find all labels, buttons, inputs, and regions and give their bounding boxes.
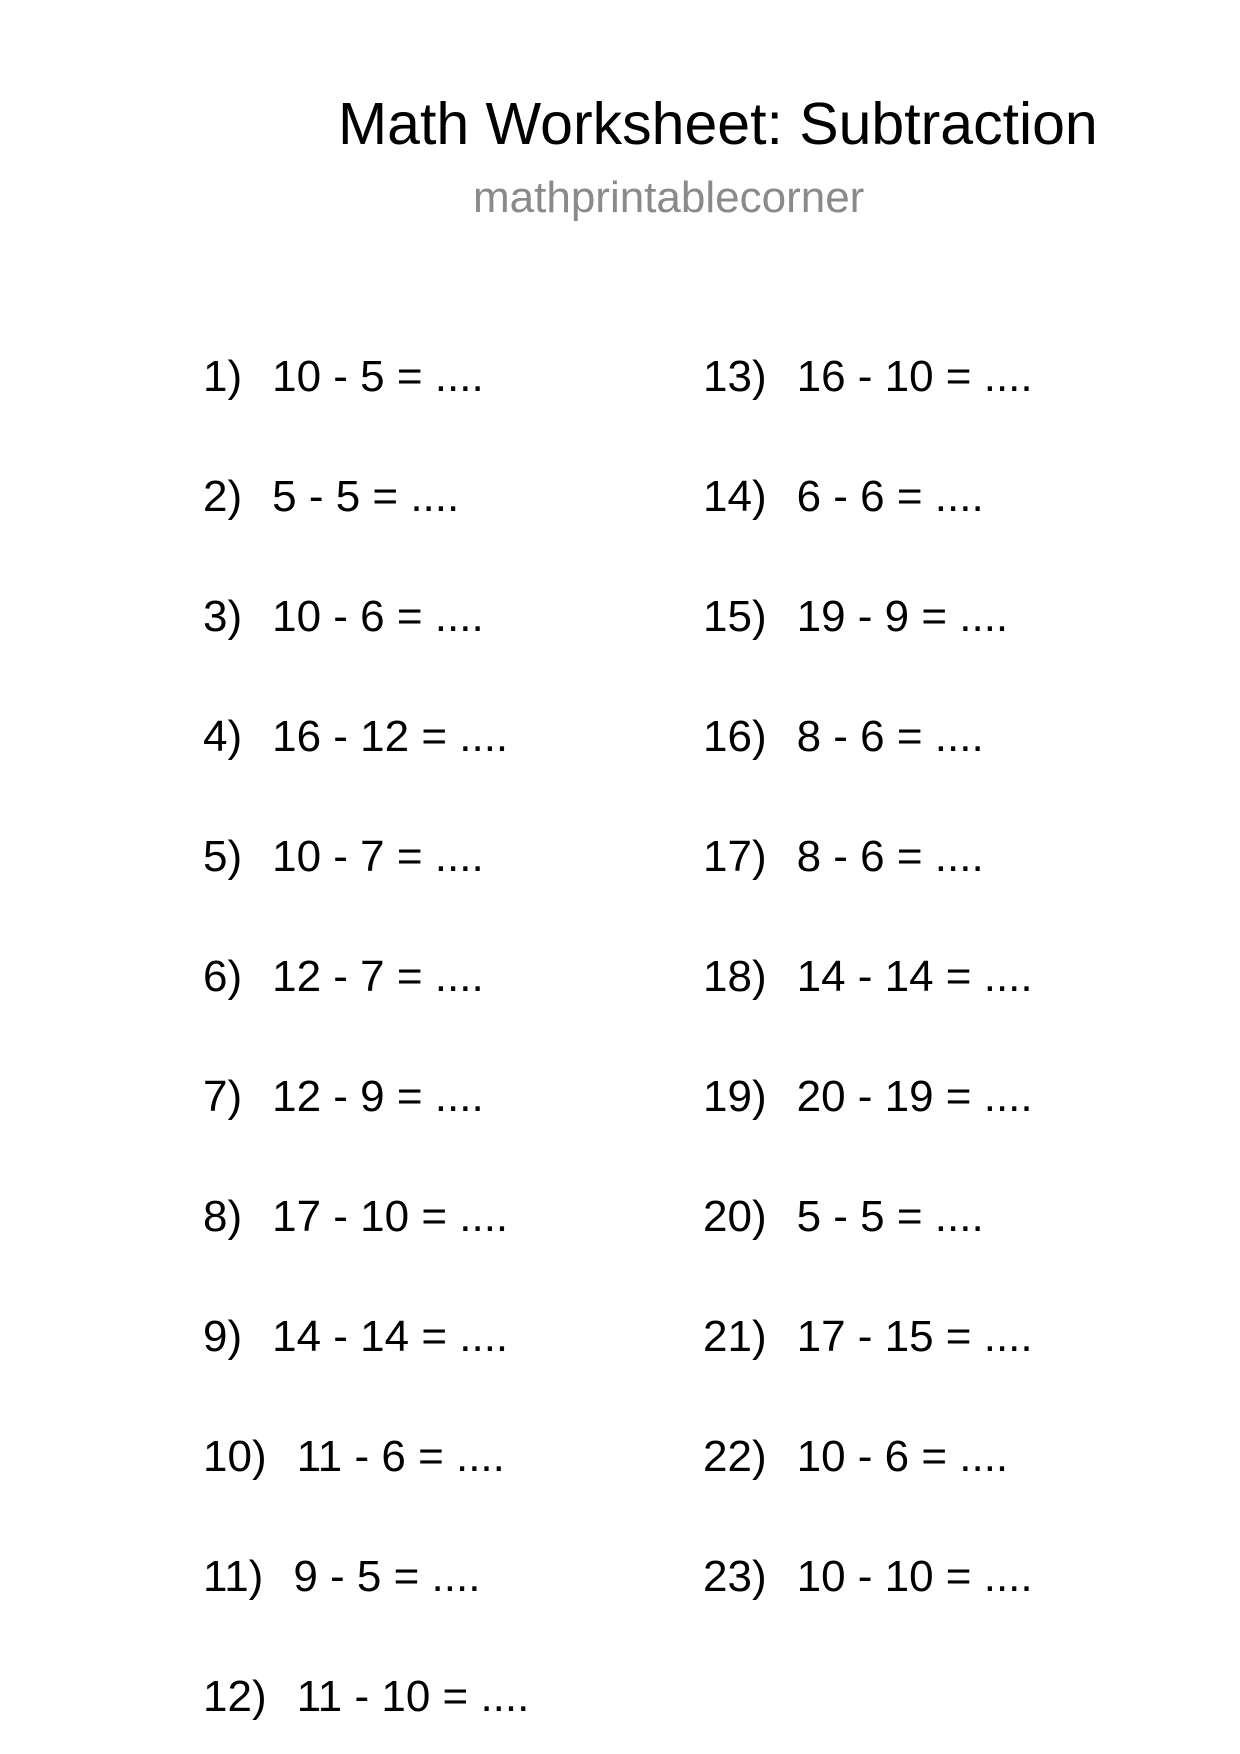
problem-expression: 10 - 7 = .... xyxy=(272,832,484,881)
problem-expression: 12 - 9 = .... xyxy=(272,1072,484,1121)
problem-expression: 14 - 14 = .... xyxy=(272,1312,509,1361)
problem-expression: 5 - 5 = .... xyxy=(272,472,460,521)
problem-expression: 8 - 6 = .... xyxy=(796,712,984,761)
problem-number: 13) xyxy=(703,352,767,401)
problem-expression: 14 - 14 = .... xyxy=(796,952,1033,1001)
problem-number: 5) xyxy=(203,832,243,881)
problem-number: 16) xyxy=(703,712,767,761)
problem xyxy=(203,1037,703,1157)
problem xyxy=(203,917,703,1037)
problem-expression: 8 - 6 = .... xyxy=(796,832,984,881)
problem-expression: 10 - 6 = .... xyxy=(272,592,484,641)
problem-number: 20) xyxy=(703,1192,767,1241)
problem xyxy=(203,1517,703,1637)
problem-expression: 10 - 10 = .... xyxy=(796,1552,1033,1601)
problem xyxy=(203,557,703,677)
problem-expression: 11 - 10 = .... xyxy=(296,1672,530,1721)
problem-number: 1) xyxy=(203,352,243,401)
problem-number: 18) xyxy=(703,952,767,1001)
problem xyxy=(703,1037,1240,1157)
problem-number: 15) xyxy=(703,592,767,641)
problem-number: 2) xyxy=(203,472,243,521)
problem xyxy=(203,437,703,557)
problems-column-left xyxy=(203,317,703,1754)
problems-grid xyxy=(0,317,1240,1754)
problem-expression: 16 - 10 = .... xyxy=(796,352,1033,401)
page-title: Math Worksheet: Subtraction xyxy=(338,91,1098,157)
problem-expression: 5 - 5 = .... xyxy=(796,1192,984,1241)
problem-expression: 17 - 10 = .... xyxy=(272,1192,509,1241)
problem-number: 23) xyxy=(703,1552,767,1601)
problem-expression: 16 - 12 = .... xyxy=(272,712,509,761)
problem-number: 10) xyxy=(203,1432,267,1481)
problem xyxy=(203,677,703,797)
problem-expression: 12 - 7 = .... xyxy=(272,952,484,1001)
problem-expression: 20 - 19 = .... xyxy=(796,1072,1033,1121)
problem-number: 21) xyxy=(703,1312,767,1361)
problem xyxy=(703,917,1240,1037)
problem xyxy=(203,1397,703,1517)
problem xyxy=(703,437,1240,557)
problem xyxy=(203,317,703,437)
problem xyxy=(203,1277,703,1397)
problem-expression: 17 - 15 = .... xyxy=(796,1312,1033,1361)
problem-expression: 19 - 9 = .... xyxy=(796,592,1009,641)
problem xyxy=(703,677,1240,797)
problem xyxy=(703,797,1240,917)
problem xyxy=(703,1277,1240,1397)
problem-number: 11) xyxy=(203,1552,264,1601)
problem-number: 6) xyxy=(203,952,243,1001)
problem xyxy=(703,1517,1240,1637)
problem-number: 7) xyxy=(203,1072,243,1121)
problems-column-right xyxy=(703,317,1240,1754)
problem-number: 17) xyxy=(703,832,767,881)
problem-number: 12) xyxy=(203,1672,267,1721)
problem-number: 9) xyxy=(203,1312,243,1361)
problem xyxy=(703,1397,1240,1517)
problem xyxy=(703,557,1240,677)
problem-number: 19) xyxy=(703,1072,767,1121)
problem xyxy=(703,1157,1240,1277)
problem xyxy=(203,797,703,917)
problem xyxy=(203,1157,703,1277)
problem-expression: 10 - 6 = .... xyxy=(796,1432,1009,1481)
page-subtitle: mathprintablecorner xyxy=(473,173,865,222)
problem-expression: 6 - 6 = .... xyxy=(796,472,984,521)
problem-number: 4) xyxy=(203,712,243,761)
problem-expression: 9 - 5 = .... xyxy=(293,1552,481,1601)
problem xyxy=(203,1637,703,1754)
problem-number: 8) xyxy=(203,1192,243,1241)
problem-expression: 11 - 6 = .... xyxy=(296,1432,505,1481)
problem-number: 22) xyxy=(703,1432,767,1481)
problem xyxy=(703,317,1240,437)
problem-number: 14) xyxy=(703,472,767,521)
problem-expression: 10 - 5 = .... xyxy=(272,352,484,401)
problem-number: 3) xyxy=(203,592,243,641)
